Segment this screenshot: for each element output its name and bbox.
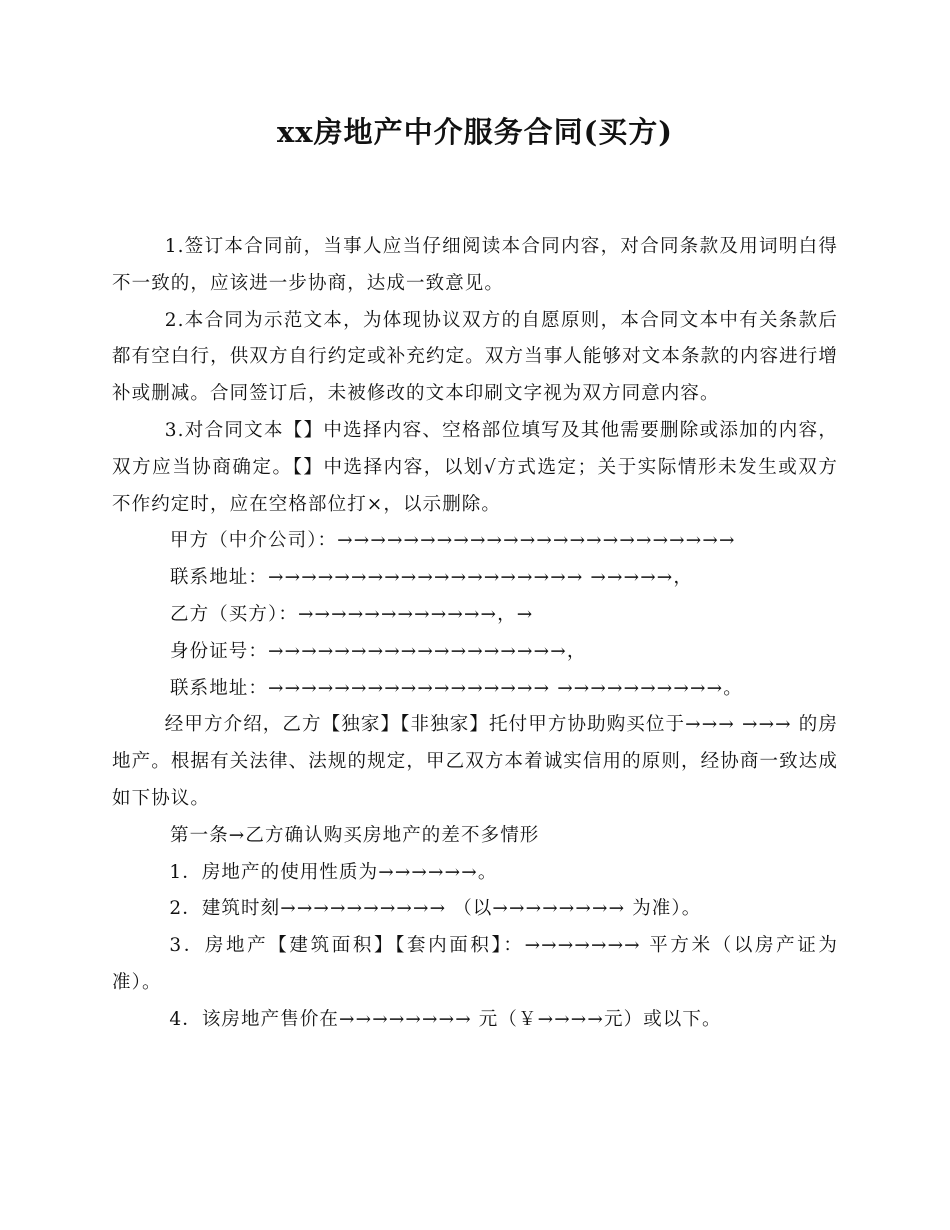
clause-1: 1．房地产的使用性质为→→→→→→。 <box>169 861 498 883</box>
instruction-paragraph-3: 3.对合同文本【】中选择内容、空格部位填写及其他需要删除或添加的内容，双方应当协商确定。【】中选择内容，以划√方式选定；关于实际情形未发生或双方不作约定时，应在空格部位打×，以示删除。 <box>112 419 838 515</box>
intro-paragraph: 经甲方介绍，乙方【独家】【非独家】托付甲方协助购买位于→→→ →→→ 的房地产。根据有关法律、法规的规定，甲乙双方本着诚实信用的原则，经协商一致达成如下协议。 <box>112 714 838 809</box>
party-b-address-field: 联系地址：→→→→→→→→→→→→→→→→→ →→→→→→→→→→。 <box>170 677 743 699</box>
instruction-paragraph-1: 1.签订本合同前，当事人应当仔细阅读本合同内容，对合同条款及用词明白得不一致的，应该进一步协商，达成一致意见。 <box>112 236 838 294</box>
clause-2: 2．建筑时刻→→→→→→→→→→ （以→→→→→→→→ 为准）。 <box>169 898 702 920</box>
clause-3: 3．房地产【建筑面积】【套内面积】：→→→→→→→ 平方米（以房产证为准）。 <box>112 935 838 993</box>
party-a-address-field: 联系地址：→→→→→→→→→→→→→→→→→→→ →→→→→， <box>170 567 694 589</box>
party-b-field: 乙方（买方）：→→→→→→→→→→→→，→ <box>170 603 534 625</box>
document-body <box>112 229 838 1039</box>
clause-4: 4．该房地产售价在→→→→→→→→ 元（￥→→→→元）或以下。 <box>169 1008 722 1030</box>
id-number-field: 身份证号：→→→→→→→→→→→→→→→→→→， <box>170 640 587 662</box>
article-1-heading: 第一条→乙方确认购买房地产的差不多情形 <box>170 824 540 846</box>
document-title: xx房地产中介服务合同(买方) <box>276 115 674 149</box>
party-a-field: 甲方（中介公司）：→→→→→→→→→→→→→→→→→→→→→→→→ <box>170 530 736 552</box>
instruction-paragraph-2: 2.本合同为示范文本，为体现协议双方的自愿原则，本合同文本中有关条款后都有空白行，供双方自行约定或补充约定。双方当事人能够对文本条款的内容进行增补或删减。合同签订后，未被修改的文本印刷文字视为双方同意内容。 <box>112 309 838 405</box>
